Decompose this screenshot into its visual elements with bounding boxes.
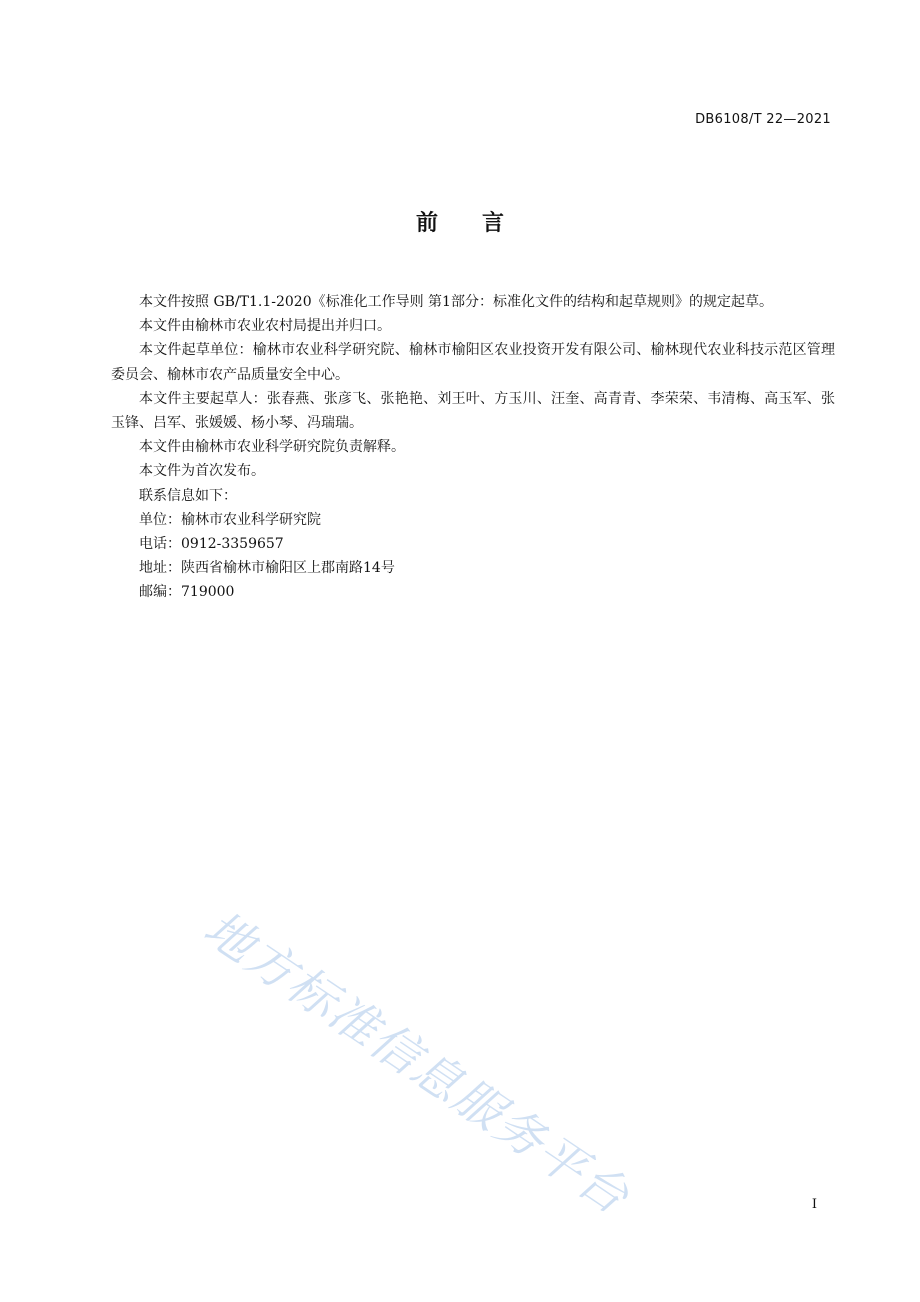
document-body [111,290,835,605]
contact-address: 地址：陕西省榆林市榆阳区上郡南路14号 [139,560,395,577]
paragraph-drafters: 本文件主要起草人：张春燕、张彦飞、张艳艳、刘王叶、方玉川、汪奎、高青青、李荣荣、韦清梅、高玉军、张玉锋、吕军、张媛媛、杨小琴、冯瑞瑞。 [111,390,835,432]
paragraph-interpretation: 本文件由榆林市农业科学研究院负责解释。 [139,439,405,456]
contact-phone: 电话：0912-3359657 [139,536,284,553]
watermark-text: 地方标准信息服务平台 [193,900,640,1227]
page-title: 前言 [415,211,548,236]
page-number: I [811,1197,817,1212]
paragraph-contact-heading: 联系信息如下： [139,487,237,504]
paragraph-drafting-standard: 本文件按照 GB/T1.1-2020《标准化工作导则 第1部分：标准化文件的结构和起草规则》的规定起草。 [139,294,773,310]
paragraph-first-release: 本文件为首次发布。 [139,463,265,480]
contact-unit: 单位：榆林市农业科学研究院 [139,511,321,528]
paragraph-drafting-units: 本文件起草单位：榆林市农业科学研究院、榆林市榆阳区农业投资开发有限公司、榆林现代农业科技示范区管理委员会、榆林市农产品质量安全中心。 [111,342,835,383]
document-number: DB6108/T 22—2021 [695,112,831,127]
paragraph-proposer: 本文件由榆林市农业农村局提出并归口。 [139,318,391,335]
contact-postcode: 邮编：719000 [139,584,235,601]
